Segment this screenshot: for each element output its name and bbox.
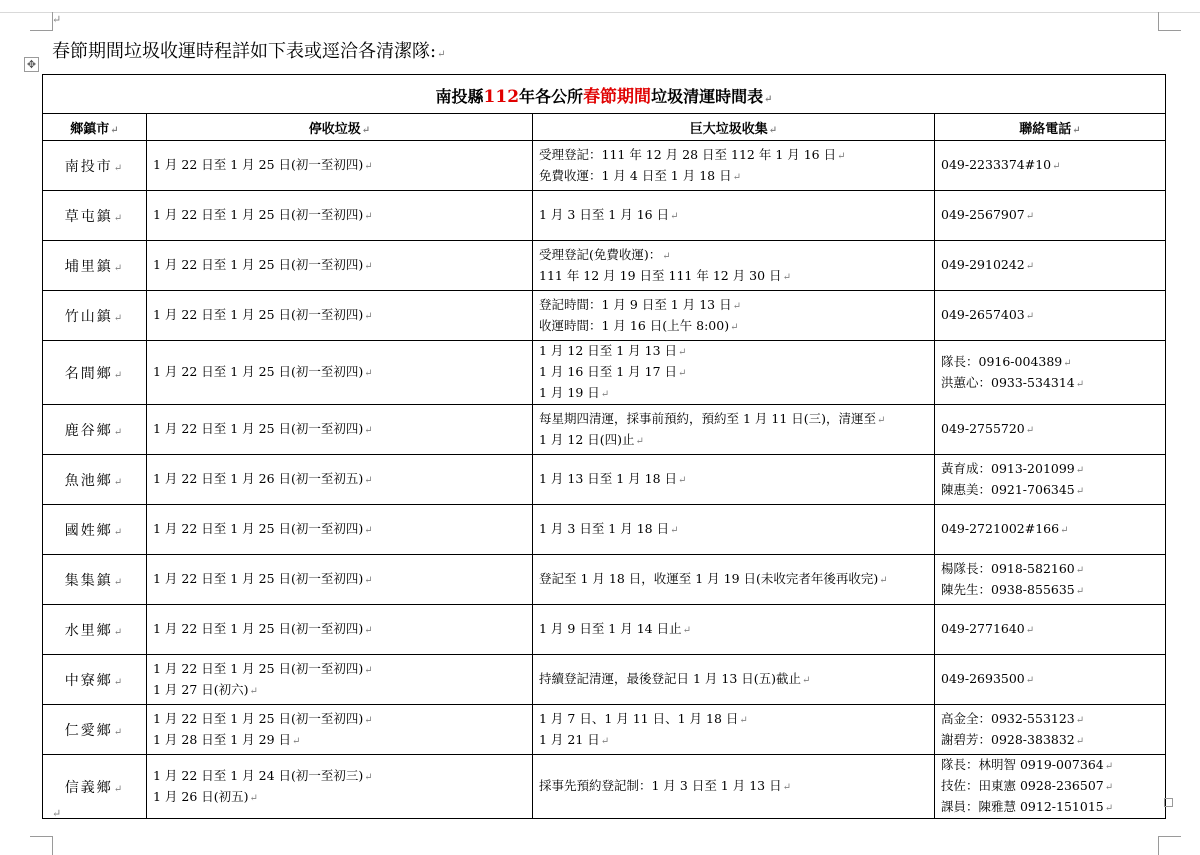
table-header-row: [43, 114, 1166, 141]
schedule-table: [42, 74, 1166, 819]
stop-collection-cell-line: 1 月 22 日至 1 月 25 日(初一至初四)↵: [153, 307, 373, 322]
town-cell: [43, 341, 147, 405]
phone-cell: [935, 191, 1166, 241]
bulky-waste-cell-line: 1 月 19 日↵: [539, 385, 610, 400]
stop-collection-cell: [147, 341, 533, 405]
page-corner-mark: [30, 12, 53, 31]
town-cell: [43, 555, 147, 605]
phone-cell: [935, 505, 1166, 555]
stop-collection-cell-line: 1 月 22 日至 1 月 25 日(初一至初四)↵: [153, 571, 373, 586]
page-corner-mark: [1158, 836, 1181, 855]
town-cell: [43, 191, 147, 241]
phone-cell: [935, 341, 1166, 405]
table-row: [43, 191, 1166, 241]
table-row: [43, 755, 1166, 819]
page-top-rule: [0, 12, 1200, 13]
page-corner-mark: [30, 836, 53, 855]
phone-cell-line: 楊隊長：0918-582160↵: [941, 560, 1085, 576]
town-cell-line: 竹山鎮↵: [64, 308, 125, 325]
phone-cell-line: 隊長：0916-004389↵: [941, 353, 1072, 369]
bulky-waste-cell-line: 1 月 3 日至 1 月 16 日↵: [539, 207, 679, 222]
phone-cell-line: 049-2755720↵: [941, 421, 1035, 436]
town-cell: [43, 705, 147, 755]
stop-collection-cell-line: 1 月 22 日至 1 月 25 日(初一至初四)↵: [153, 621, 373, 636]
table-row: [43, 705, 1166, 755]
bulky-waste-cell: [533, 555, 935, 605]
stop-collection-cell: [147, 291, 533, 341]
column-header-bulky-waste: 巨大垃圾收集↵: [533, 114, 935, 141]
table-resize-handle[interactable]: [1164, 798, 1173, 807]
phone-cell: [935, 605, 1166, 655]
phone-cell-line: 049-2693500↵: [941, 671, 1035, 686]
stop-collection-cell: [147, 405, 533, 455]
bulky-waste-cell-line: 1 月 3 日至 1 月 18 日↵: [539, 521, 679, 536]
town-cell-line: 水里鄉↵: [64, 622, 125, 639]
stop-collection-cell-line: 1 月 26 日(初五)↵: [153, 788, 258, 804]
stop-collection-cell: [147, 455, 533, 505]
stop-collection-cell-line: 1 月 22 日至 1 月 25 日(初一至初四)↵: [153, 421, 373, 436]
phone-cell-line: 高金全：0932-553123↵: [941, 710, 1085, 726]
stop-collection-cell: [147, 655, 533, 705]
table-row: [43, 241, 1166, 291]
paragraph-mark: ↵: [437, 49, 446, 60]
intro-paragraph: [52, 40, 445, 67]
town-cell: [43, 291, 147, 341]
stop-collection-cell: [147, 755, 533, 819]
bulky-waste-cell: [533, 341, 935, 405]
phone-cell-line: 謝碧芳：0928-383832↵: [941, 731, 1085, 747]
phone-cell: [935, 705, 1166, 755]
bulky-waste-cell: [533, 291, 935, 341]
phone-cell-line: 049-2233374#10↵: [941, 157, 1061, 172]
stop-collection-cell-line: 1 月 22 日至 1 月 25 日(初一至初四)↵: [153, 364, 373, 379]
stop-collection-cell: [147, 141, 533, 191]
bulky-waste-cell: [533, 141, 935, 191]
bulky-waste-cell: [533, 705, 935, 755]
town-cell: [43, 505, 147, 555]
phone-cell: [935, 291, 1166, 341]
bulky-waste-cell-line: 收運時間：1 月 16 日(上午 8:00)↵: [539, 317, 739, 333]
bulky-waste-cell-line: 1 月 9 日至 1 月 14 日止↵: [539, 621, 691, 636]
town-cell-line: 中寮鄉↵: [64, 672, 125, 689]
phone-cell: [935, 455, 1166, 505]
town-cell: [43, 241, 147, 291]
phone-cell-line: 陳先生：0938-855635↵: [941, 581, 1085, 597]
phone-cell-line: 049-2771640↵: [941, 621, 1035, 636]
bulky-waste-cell-line: 登記至 1 月 18 日，收運至 1 月 19 日(未收完者年後再收完)↵: [539, 571, 888, 586]
table-row: [43, 605, 1166, 655]
bulky-waste-cell-line: 免費收運：1 月 4 日至 1 月 18 日↵: [539, 167, 741, 183]
table-row: [43, 655, 1166, 705]
bulky-waste-cell-line: 1 月 12 日(四)止↵: [539, 431, 644, 447]
stop-collection-cell-line: 1 月 28 日至 1 月 29 日↵: [153, 731, 301, 747]
phone-cell: [935, 241, 1166, 291]
page-corner-mark: [1158, 12, 1181, 31]
bulky-waste-cell-line: 每星期四清運，採事前預約，預約至 1 月 11 日(三)，清運至↵: [539, 410, 886, 426]
phone-cell-line: 049-2910242↵: [941, 257, 1035, 272]
phone-cell-line: 課員：陳雅慧 0912-151015↵: [941, 799, 1114, 814]
stop-collection-cell: [147, 705, 533, 755]
town-cell-line: 魚池鄉↵: [64, 472, 125, 489]
town-cell: [43, 605, 147, 655]
stop-collection-cell-line: 1 月 27 日(初六)↵: [153, 681, 258, 697]
town-cell: [43, 141, 147, 191]
paragraph-mark: ↵: [52, 807, 62, 820]
stop-collection-cell: [147, 191, 533, 241]
phone-cell-line: 049-2567907↵: [941, 207, 1035, 222]
bulky-waste-cell: [533, 655, 935, 705]
column-header-phone: 聯絡電話↵: [935, 114, 1166, 141]
table-move-handle[interactable]: ✥: [24, 57, 39, 72]
column-header-stop-collection: 停收垃圾↵: [147, 114, 533, 141]
town-cell: [43, 455, 147, 505]
stop-collection-cell-line: 1 月 22 日至 1 月 25 日(初一至初四)↵: [153, 257, 373, 272]
stop-collection-cell-line: 1 月 22 日至 1 月 25 日(初一至初四)↵: [153, 710, 373, 726]
phone-cell: [935, 405, 1166, 455]
phone-cell: [935, 555, 1166, 605]
town-cell-line: 信義鄉↵: [64, 779, 125, 796]
phone-cell-line: 隊長：林明智 0919-007364↵: [941, 757, 1114, 772]
bulky-waste-cell: [533, 755, 935, 819]
bulky-waste-cell-line: 受理登記(免費收運)：↵: [539, 246, 671, 262]
stop-collection-cell-line: 1 月 22 日至 1 月 25 日(初一至初四)↵: [153, 521, 373, 536]
bulky-waste-cell-line: 1 月 21 日↵: [539, 731, 610, 747]
phone-cell: [935, 755, 1166, 819]
stop-collection-cell-line: 1 月 22 日至 1 月 25 日(初一至初四)↵: [153, 207, 373, 222]
town-cell-line: 仁愛鄉↵: [64, 722, 125, 739]
bulky-waste-cell-line: 登記時間：1 月 9 日至 1 月 13 日↵: [539, 296, 741, 312]
town-cell-line: 南投市↵: [64, 158, 125, 175]
stop-collection-cell-line: 1 月 22 日至 1 月 25 日(初一至初四)↵: [153, 660, 373, 676]
stop-collection-cell-line: 1 月 22 日至 1 月 26 日(初一至初五)↵: [153, 471, 373, 486]
table-row: [43, 341, 1166, 405]
bulky-waste-cell-line: 1 月 13 日至 1 月 18 日↵: [539, 471, 687, 486]
bulky-waste-cell-line: 持續登記清運，最後登記日 1 月 13 日(五)截止↵: [539, 671, 811, 686]
stop-collection-cell: [147, 605, 533, 655]
town-cell-line: 草屯鎮↵: [64, 208, 125, 225]
bulky-waste-cell-line: 受理登記：111 年 12 月 28 日至 112 年 1 月 16 日↵: [539, 146, 846, 162]
town-cell: [43, 405, 147, 455]
town-cell-line: 國姓鄉↵: [64, 522, 125, 539]
bulky-waste-cell: [533, 605, 935, 655]
table-row: [43, 405, 1166, 455]
bulky-waste-cell: [533, 191, 935, 241]
column-header-town: 鄉鎮市↵: [43, 114, 147, 141]
phone-cell-line: 049-2657403↵: [941, 307, 1035, 322]
stop-collection-cell: [147, 505, 533, 555]
table-row: [43, 555, 1166, 605]
bulky-waste-cell: [533, 241, 935, 291]
phone-cell-line: 049-2721002#166↵: [941, 521, 1069, 536]
bulky-waste-cell-line: 1 月 12 日至 1 月 13 日↵: [539, 343, 687, 358]
intro-text: 春節期間垃圾收運時程詳如下表或逕洽各清潔隊:: [52, 41, 437, 62]
phone-cell: [935, 141, 1166, 191]
table-title: 南投縣112年各公所春節期間垃圾清運時間表↵: [43, 75, 1166, 114]
bulky-waste-cell-line: 採事先預約登記制：1 月 3 日至 1 月 13 日↵: [539, 778, 791, 793]
town-cell-line: 埔里鎮↵: [64, 258, 125, 275]
stop-collection-cell: [147, 241, 533, 291]
stop-collection-cell-line: 1 月 22 日至 1 月 25 日(初一至初四)↵: [153, 157, 373, 172]
bulky-waste-cell: [533, 405, 935, 455]
stop-collection-cell: [147, 555, 533, 605]
bulky-waste-cell: [533, 455, 935, 505]
town-cell-line: 名間鄉↵: [64, 365, 125, 382]
town-cell-line: 集集鎮↵: [64, 572, 125, 589]
phone-cell-line: 陳惠美：0921-706345↵: [941, 481, 1085, 497]
bulky-waste-cell-line: 1 月 7 日、1 月 11 日、1 月 18 日↵: [539, 710, 748, 726]
bulky-waste-cell: [533, 505, 935, 555]
town-cell-line: 鹿谷鄉↵: [64, 422, 125, 439]
table-row: [43, 505, 1166, 555]
town-cell: [43, 655, 147, 705]
table-title-row: [43, 75, 1166, 114]
paragraph-mark: ↵: [52, 13, 62, 26]
table-row: [43, 291, 1166, 341]
table-row: [43, 141, 1166, 191]
phone-cell-line: 洪蕙心：0933-534314↵: [941, 374, 1085, 390]
phone-cell-line: 技佐：田東憲 0928-236507↵: [941, 778, 1114, 793]
phone-cell-line: 黃育成：0913-201099↵: [941, 460, 1085, 476]
bulky-waste-cell-line: 1 月 16 日至 1 月 17 日↵: [539, 364, 687, 379]
phone-cell: [935, 655, 1166, 705]
stop-collection-cell-line: 1 月 22 日至 1 月 24 日(初一至初三)↵: [153, 767, 373, 783]
bulky-waste-cell-line: 111 年 12 月 19 日至 111 年 12 月 30 日↵: [539, 267, 791, 283]
table-row: [43, 455, 1166, 505]
